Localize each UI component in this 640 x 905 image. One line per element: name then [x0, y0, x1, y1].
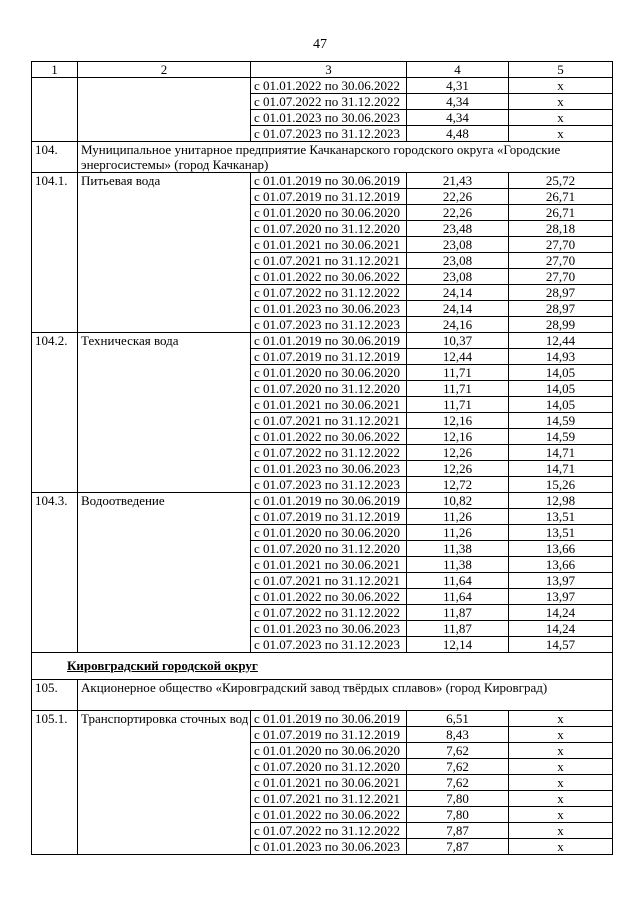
column-5-value: 27,70	[509, 253, 613, 269]
column-4-value: 11,26	[407, 525, 509, 541]
column-4-value: 7,62	[407, 759, 509, 775]
column-4-value: 7,87	[407, 839, 509, 855]
service-number: 105.1.	[32, 711, 78, 855]
column-4-value: 23,08	[407, 253, 509, 269]
column-header-4: 4	[407, 62, 509, 78]
period-cell: с 01.01.2022 по 30.06.2022	[251, 589, 407, 605]
period-cell: с 01.01.2021 по 30.06.2021	[251, 397, 407, 413]
column-4-value: 6,51	[407, 711, 509, 727]
period-cell: с 01.07.2021 по 31.12.2021	[251, 573, 407, 589]
column-4-value: 12,16	[407, 429, 509, 445]
column-5-value: 14,05	[509, 381, 613, 397]
period-cell: с 01.07.2022 по 31.12.2022	[251, 285, 407, 301]
organization-title: Муниципальное унитарное предприятие Качканарского городского округа «Городские энергосистемы» (город Качканар)	[78, 142, 613, 173]
column-5-value: 13,66	[509, 557, 613, 573]
column-5-value: х	[509, 775, 613, 791]
service-name: Водоотведение	[78, 493, 251, 653]
period-cell: с 01.07.2019 по 31.12.2019	[251, 189, 407, 205]
period-cell: с 01.01.2019 по 30.06.2019	[251, 173, 407, 189]
period-cell: с 01.07.2022 по 31.12.2022	[251, 605, 407, 621]
organization-row	[32, 680, 613, 711]
period-cell: с 01.07.2019 по 31.12.2019	[251, 349, 407, 365]
column-header-5: 5	[509, 62, 613, 78]
period-cell: с 01.01.2023 по 30.06.2023	[251, 301, 407, 317]
period-cell: с 01.07.2023 по 31.12.2023	[251, 126, 407, 142]
period-cell: с 01.07.2019 по 31.12.2019	[251, 727, 407, 743]
period-cell: с 01.01.2020 по 30.06.2020	[251, 743, 407, 759]
period-cell: с 01.07.2022 по 31.12.2022	[251, 823, 407, 839]
column-4-value: 21,43	[407, 173, 509, 189]
service-number: 104.3.	[32, 493, 78, 653]
column-5-value: 14,24	[509, 621, 613, 637]
column-5-value: 28,99	[509, 317, 613, 333]
column-4-value: 11,71	[407, 381, 509, 397]
column-5-value: х	[509, 110, 613, 126]
column-5-value: 13,97	[509, 573, 613, 589]
table-row	[32, 493, 613, 509]
period-cell: с 01.07.2019 по 31.12.2019	[251, 509, 407, 525]
column-5-value: 13,51	[509, 525, 613, 541]
period-cell: с 01.01.2020 по 30.06.2020	[251, 205, 407, 221]
service-name: Транспортировка сточных вод	[78, 711, 251, 855]
period-cell: с 01.07.2020 по 31.12.2020	[251, 759, 407, 775]
column-5-value: х	[509, 743, 613, 759]
column-4-value: 24,16	[407, 317, 509, 333]
district-row	[32, 653, 613, 680]
column-5-value: 14,93	[509, 349, 613, 365]
column-4-value: 12,14	[407, 637, 509, 653]
column-4-value: 10,82	[407, 493, 509, 509]
column-4-value: 7,62	[407, 743, 509, 759]
column-5-value: 13,97	[509, 589, 613, 605]
column-4-value: 23,08	[407, 269, 509, 285]
period-cell: с 01.01.2021 по 30.06.2021	[251, 237, 407, 253]
column-5-value: 27,70	[509, 269, 613, 285]
column-4-value: 7,80	[407, 791, 509, 807]
period-cell: с 01.07.2021 по 31.12.2021	[251, 253, 407, 269]
column-4-value: 4,48	[407, 126, 509, 142]
column-4-value: 11,87	[407, 621, 509, 637]
column-5-value: 14,59	[509, 413, 613, 429]
period-cell: с 01.01.2022 по 30.06.2022	[251, 807, 407, 823]
column-4-value: 11,64	[407, 589, 509, 605]
column-5-value: х	[509, 807, 613, 823]
column-5-value: 14,05	[509, 365, 613, 381]
column-5-value: 28,18	[509, 221, 613, 237]
table-row	[32, 173, 613, 189]
organization-title: Акционерное общество «Кировградский завод твёрдых сплавов» (город Кировград)	[78, 680, 613, 711]
column-5-value: 12,98	[509, 493, 613, 509]
period-cell: с 01.01.2019 по 30.06.2019	[251, 711, 407, 727]
organization-number: 104.	[32, 142, 78, 173]
column-4-value: 7,62	[407, 775, 509, 791]
column-4-value: 11,71	[407, 397, 509, 413]
column-4-value: 4,34	[407, 94, 509, 110]
column-5-value: 14,24	[509, 605, 613, 621]
column-5-value: х	[509, 727, 613, 743]
table-body	[32, 78, 613, 855]
column-5-value: 14,05	[509, 397, 613, 413]
column-5-value: 14,59	[509, 429, 613, 445]
period-cell: с 01.01.2023 по 30.06.2023	[251, 839, 407, 855]
column-5-value: 14,71	[509, 445, 613, 461]
column-5-value: х	[509, 94, 613, 110]
period-cell: с 01.07.2020 по 31.12.2020	[251, 541, 407, 557]
column-4-value: 24,14	[407, 285, 509, 301]
column-4-value: 11,38	[407, 541, 509, 557]
column-header-1: 1	[32, 62, 78, 78]
column-5-value: х	[509, 78, 613, 94]
column-5-value: 14,71	[509, 461, 613, 477]
column-5-value: 12,44	[509, 333, 613, 349]
period-cell: с 01.01.2021 по 30.06.2021	[251, 775, 407, 791]
column-4-value: 4,31	[407, 78, 509, 94]
column-4-value: 4,34	[407, 110, 509, 126]
column-4-value: 12,44	[407, 349, 509, 365]
table-row	[32, 711, 613, 727]
service-name: Питьевая вода	[78, 173, 251, 333]
column-5-value: 26,71	[509, 205, 613, 221]
period-cell: с 01.01.2020 по 30.06.2020	[251, 365, 407, 381]
period-cell: с 01.01.2022 по 30.06.2022	[251, 429, 407, 445]
period-cell: с 01.07.2020 по 31.12.2020	[251, 381, 407, 397]
column-5-value: 15,26	[509, 477, 613, 493]
column-4-value: 11,38	[407, 557, 509, 573]
column-5-value: 28,97	[509, 301, 613, 317]
period-cell: с 01.01.2020 по 30.06.2020	[251, 525, 407, 541]
column-4-value: 23,48	[407, 221, 509, 237]
header-row	[32, 62, 613, 78]
period-cell: с 01.01.2019 по 30.06.2019	[251, 333, 407, 349]
column-5-value: 14,57	[509, 637, 613, 653]
organization-number: 105.	[32, 680, 78, 711]
column-4-value: 12,26	[407, 445, 509, 461]
period-cell: с 01.01.2023 по 30.06.2023	[251, 621, 407, 637]
period-cell: с 01.07.2021 по 31.12.2021	[251, 413, 407, 429]
column-5-value: 13,51	[509, 509, 613, 525]
column-4-value: 8,43	[407, 727, 509, 743]
column-5-value: 28,97	[509, 285, 613, 301]
column-4-value: 22,26	[407, 205, 509, 221]
column-5-value: 27,70	[509, 237, 613, 253]
column-4-value: 23,08	[407, 237, 509, 253]
period-cell: с 01.07.2020 по 31.12.2020	[251, 221, 407, 237]
column-4-value: 12,26	[407, 461, 509, 477]
column-4-value: 11,26	[407, 509, 509, 525]
column-5-value: 26,71	[509, 189, 613, 205]
column-5-value: х	[509, 711, 613, 727]
period-cell: с 01.07.2023 по 31.12.2023	[251, 477, 407, 493]
period-cell: с 01.07.2023 по 31.12.2023	[251, 637, 407, 653]
table-header	[32, 62, 613, 78]
column-5-value: 25,72	[509, 173, 613, 189]
column-4-value: 22,26	[407, 189, 509, 205]
period-cell: с 01.01.2023 по 30.06.2023	[251, 461, 407, 477]
column-4-value: 10,37	[407, 333, 509, 349]
period-cell: с 01.01.2019 по 30.06.2019	[251, 493, 407, 509]
column-4-value: 11,71	[407, 365, 509, 381]
table-row	[32, 333, 613, 349]
period-cell: с 01.07.2022 по 31.12.2022	[251, 445, 407, 461]
service-number: 104.2.	[32, 333, 78, 493]
period-cell: с 01.01.2023 по 30.06.2023	[251, 110, 407, 126]
page-number: 47	[313, 37, 327, 52]
period-cell: с 01.01.2022 по 30.06.2022	[251, 78, 407, 94]
period-cell: с 01.01.2021 по 30.06.2021	[251, 557, 407, 573]
column-4-value: 12,16	[407, 413, 509, 429]
column-header-2: 2	[78, 62, 251, 78]
data-table	[31, 61, 613, 855]
carryover-number-cell	[32, 78, 78, 142]
service-name: Техническая вода	[78, 333, 251, 493]
column-4-value: 12,72	[407, 477, 509, 493]
column-5-value: х	[509, 839, 613, 855]
column-5-value: х	[509, 791, 613, 807]
district-heading: Кировградский городской округ	[32, 653, 613, 680]
column-4-value: 7,80	[407, 807, 509, 823]
carryover-name-cell	[78, 78, 251, 142]
column-5-value: 13,66	[509, 541, 613, 557]
organization-row	[32, 142, 613, 173]
column-header-3: 3	[251, 62, 407, 78]
column-4-value: 24,14	[407, 301, 509, 317]
table-row	[32, 78, 613, 94]
period-cell: с 01.07.2022 по 31.12.2022	[251, 94, 407, 110]
column-5-value: х	[509, 759, 613, 775]
column-4-value: 7,87	[407, 823, 509, 839]
column-5-value: х	[509, 823, 613, 839]
service-number: 104.1.	[32, 173, 78, 333]
column-4-value: 11,87	[407, 605, 509, 621]
period-cell: с 01.01.2022 по 30.06.2022	[251, 269, 407, 285]
column-4-value: 11,64	[407, 573, 509, 589]
period-cell: с 01.07.2021 по 31.12.2021	[251, 791, 407, 807]
column-5-value: х	[509, 126, 613, 142]
period-cell: с 01.07.2023 по 31.12.2023	[251, 317, 407, 333]
